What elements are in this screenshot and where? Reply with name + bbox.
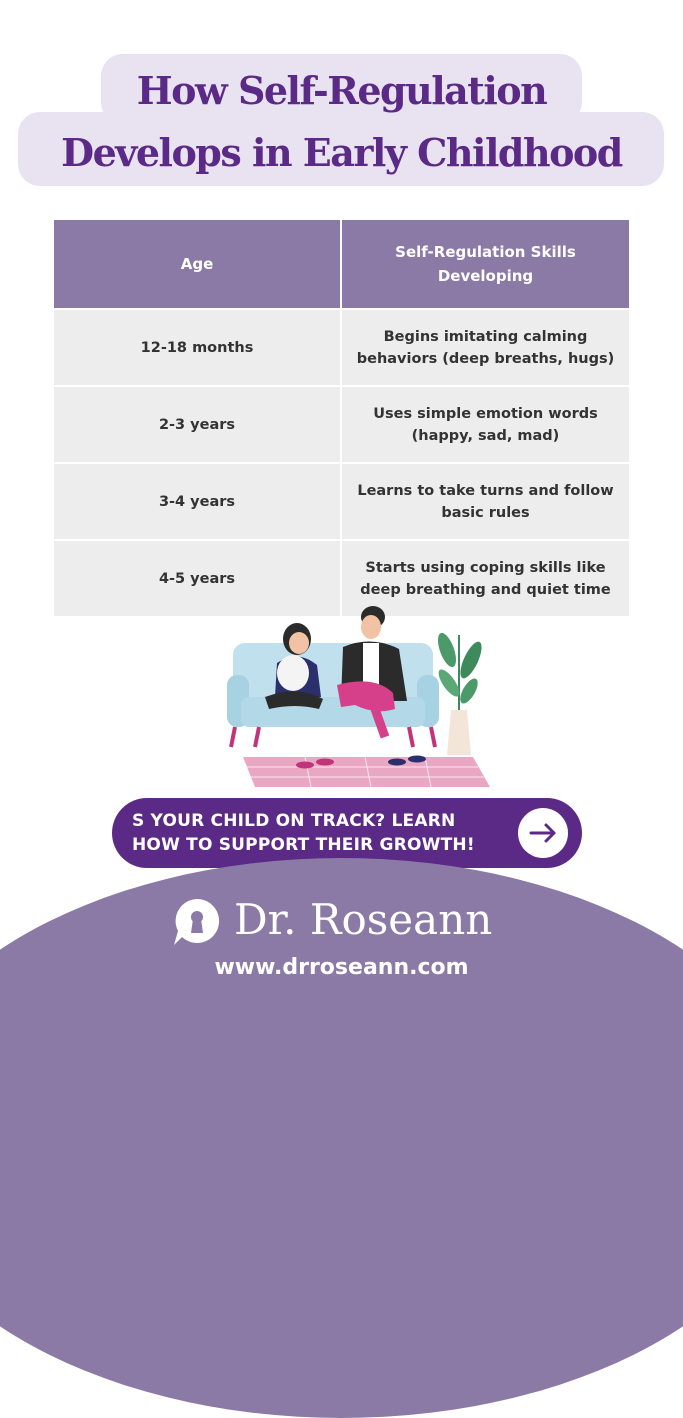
table-row (54, 386, 629, 463)
skills-table (54, 220, 629, 616)
rug-shape (243, 757, 490, 787)
arrow-right-icon[interactable] (518, 808, 568, 858)
page-title-line2: Develops in Early Childhood (61, 130, 622, 175)
brand-logo (170, 893, 530, 949)
age-cell: 4-5 years (54, 540, 341, 616)
age-cell: 12-18 months (54, 309, 341, 386)
site-url[interactable]: www.drroseann.com (214, 955, 469, 980)
column-header-skills: Self-Regulation Skills Developing (341, 220, 629, 309)
cta-text[interactable]: S YOUR CHILD ON TRACK? LEARN HOW TO SUPPORT THEIR GROWTH! (132, 811, 475, 855)
table-row (54, 463, 629, 540)
parent-child-couch-illustration (225, 605, 500, 795)
table-header-row (54, 220, 629, 309)
table-row (54, 309, 629, 386)
skills-cell: Learns to take turns and follow basic rules (341, 463, 629, 540)
age-cell: 3-4 years (54, 463, 341, 540)
plant-pot (447, 710, 471, 755)
skills-cell: Uses simple emotion words (happy, sad, mad) (341, 386, 629, 463)
page-title-line1: How Self-Regulation (136, 68, 547, 113)
skills-cell: Begins imitating calming behaviors (deep breaths, hugs) (341, 309, 629, 386)
title-banner (0, 54, 683, 189)
brand-name: Dr. Roseann (234, 895, 493, 944)
age-cell: 2-3 years (54, 386, 341, 463)
speech-bubble-keyhole-icon (170, 895, 224, 949)
skills-cell: Starts using coping skills like deep breathing and quiet time (341, 540, 629, 616)
column-header-age: Age (54, 220, 341, 309)
